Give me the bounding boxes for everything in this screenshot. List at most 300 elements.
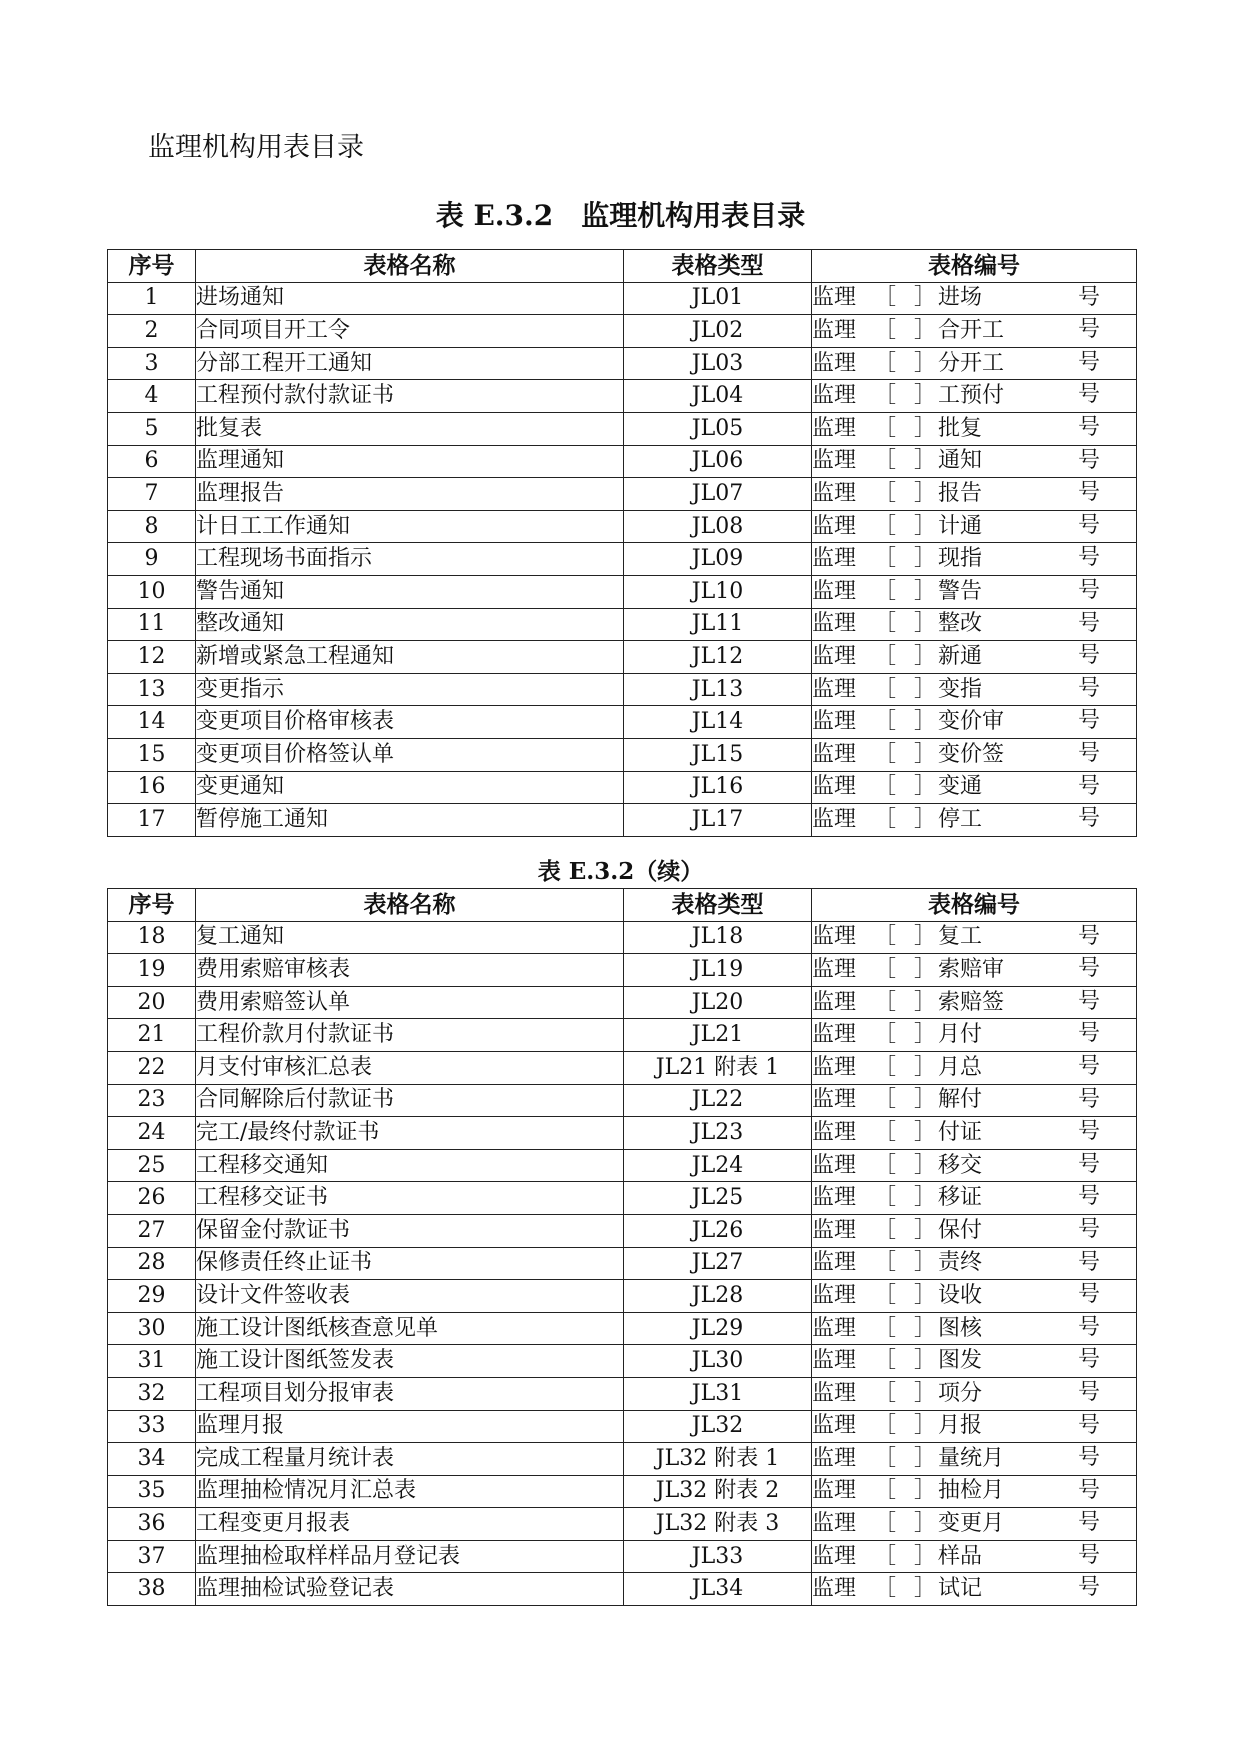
form-catalog-table-1	[107, 249, 1137, 837]
row-form-code	[812, 1345, 1137, 1378]
code-bracket-close: ］	[914, 1380, 937, 1406]
code-prefix: 监理	[812, 350, 857, 376]
code-prefix: 监理	[812, 1511, 857, 1537]
code-prefix: 监理	[812, 1445, 857, 1471]
row-seq: 19	[108, 954, 196, 987]
code-bracket-close: ］	[914, 546, 937, 572]
code-prefix: 监理	[812, 1185, 857, 1211]
row-form-type: JL31	[624, 1377, 812, 1410]
code-bracket-close: ］	[914, 1282, 937, 1308]
table-row	[108, 1345, 1137, 1378]
row-seq: 33	[108, 1410, 196, 1443]
code-bracket-close: ］	[914, 383, 937, 409]
header-seq: 序号	[108, 250, 196, 283]
code-bracket-open: ［	[874, 1022, 897, 1048]
row-seq: 26	[108, 1182, 196, 1215]
code-bracket-open: ［	[874, 989, 897, 1015]
code-bracket-close: ］	[914, 611, 937, 637]
code-bracket-open: ［	[874, 1380, 897, 1406]
table-row	[108, 986, 1137, 1019]
code-prefix: 监理	[812, 741, 857, 767]
code-prefix: 监理	[812, 415, 857, 441]
code-suffix: 号	[1077, 1086, 1100, 1112]
table-row	[108, 1117, 1137, 1150]
code-suffix: 号	[1077, 1282, 1100, 1308]
row-form-code	[812, 282, 1137, 315]
code-keyword: 报告	[938, 480, 983, 506]
code-bracket-close: ］	[914, 676, 937, 702]
row-form-code	[812, 412, 1137, 445]
code-suffix: 号	[1077, 1477, 1100, 1503]
code-suffix: 号	[1077, 806, 1100, 832]
code-prefix: 监理	[812, 1380, 857, 1406]
row-form-code	[812, 1182, 1137, 1215]
form-catalog-table-2	[107, 888, 1137, 1606]
header-name: 表格名称	[196, 889, 624, 922]
table-row	[108, 1019, 1137, 1052]
row-form-name: 月支付审核汇总表	[196, 1051, 624, 1084]
row-form-type: JL07	[624, 478, 812, 511]
code-prefix: 监理	[812, 1413, 857, 1439]
code-bracket-open: ［	[874, 285, 897, 311]
table-row	[108, 1084, 1137, 1117]
code-bracket-close: ］	[914, 1152, 937, 1178]
row-seq: 31	[108, 1345, 196, 1378]
table-row	[108, 1573, 1137, 1606]
code-bracket-open: ［	[874, 1445, 897, 1471]
row-form-name: 变更通知	[196, 771, 624, 804]
code-keyword: 设收	[938, 1282, 983, 1308]
code-bracket-open: ［	[874, 709, 897, 735]
row-seq: 22	[108, 1051, 196, 1084]
row-seq: 32	[108, 1377, 196, 1410]
code-keyword: 索赔审	[938, 956, 1005, 982]
row-form-type: JL19	[624, 954, 812, 987]
row-form-name: 费用索赔审核表	[196, 954, 624, 987]
row-form-name: 完成工程量月统计表	[196, 1443, 624, 1476]
row-form-code	[812, 1540, 1137, 1573]
row-seq: 1	[108, 282, 196, 315]
code-suffix: 号	[1077, 284, 1100, 310]
row-form-type: JL30	[624, 1345, 812, 1378]
row-form-name: 工程移交证书	[196, 1182, 624, 1215]
code-bracket-close: ］	[914, 989, 937, 1015]
code-bracket-open: ［	[874, 578, 897, 604]
code-keyword: 变指	[938, 676, 983, 702]
row-form-code	[812, 1280, 1137, 1313]
code-keyword: 责终	[938, 1250, 983, 1276]
code-bracket-open: ［	[874, 350, 897, 376]
row-form-name: 施工设计图纸核查意见单	[196, 1312, 624, 1345]
row-form-name: 批复表	[196, 412, 624, 445]
row-form-code	[812, 804, 1137, 837]
table-row	[108, 738, 1137, 771]
row-form-name: 计日工工作通知	[196, 510, 624, 543]
row-seq: 10	[108, 575, 196, 608]
row-form-code	[812, 1573, 1137, 1606]
row-form-code	[812, 478, 1137, 511]
code-bracket-close: ］	[914, 1445, 937, 1471]
code-keyword: 月报	[938, 1413, 983, 1439]
code-suffix: 号	[1077, 675, 1100, 701]
code-suffix: 号	[1077, 1151, 1100, 1177]
code-prefix: 监理	[812, 546, 857, 572]
code-keyword: 现指	[938, 546, 983, 572]
row-seq: 12	[108, 641, 196, 674]
row-form-type: JL05	[624, 412, 812, 445]
code-prefix: 监理	[812, 1250, 857, 1276]
table-row	[108, 315, 1137, 348]
code-bracket-close: ］	[914, 709, 937, 735]
row-form-code	[812, 1508, 1137, 1541]
table-row	[108, 706, 1137, 739]
row-form-type: JL21 附表 1	[624, 1051, 812, 1084]
code-keyword: 批复	[938, 415, 983, 441]
row-form-type: JL11	[624, 608, 812, 641]
code-suffix: 号	[1077, 610, 1100, 636]
code-suffix: 号	[1077, 1249, 1100, 1275]
code-bracket-close: ］	[914, 1054, 937, 1080]
row-form-name: 工程变更月报表	[196, 1508, 624, 1541]
row-form-code	[812, 1117, 1137, 1150]
code-keyword: 合开工	[938, 317, 1005, 343]
row-form-type: JL23	[624, 1117, 812, 1150]
code-bracket-open: ［	[874, 643, 897, 669]
row-form-name: 工程现场书面指示	[196, 543, 624, 576]
table-row	[108, 1280, 1137, 1313]
row-form-code	[812, 921, 1137, 954]
code-keyword: 抽检月	[938, 1478, 1005, 1504]
code-bracket-open: ［	[874, 924, 897, 950]
row-form-type: JL04	[624, 380, 812, 413]
row-form-type: JL15	[624, 738, 812, 771]
table-row	[108, 478, 1137, 511]
code-prefix: 监理	[812, 1022, 857, 1048]
table-row	[108, 641, 1137, 674]
row-form-type: JL10	[624, 575, 812, 608]
row-form-code	[812, 1312, 1137, 1345]
page-heading: 监理机构用表目录	[148, 132, 364, 163]
code-keyword: 进场	[938, 285, 983, 311]
table-row	[108, 804, 1137, 837]
code-keyword: 新通	[938, 643, 983, 669]
code-keyword: 项分	[938, 1380, 983, 1406]
code-bracket-open: ［	[874, 741, 897, 767]
row-form-type: JL14	[624, 706, 812, 739]
row-form-name: 保留金付款证书	[196, 1214, 624, 1247]
code-keyword: 移交	[938, 1152, 983, 1178]
code-bracket-close: ］	[914, 480, 937, 506]
row-form-type: JL06	[624, 445, 812, 478]
code-keyword: 月总	[938, 1054, 983, 1080]
code-suffix: 号	[1077, 708, 1100, 734]
row-form-name: 警告通知	[196, 575, 624, 608]
code-suffix: 号	[1077, 447, 1100, 473]
code-bracket-open: ［	[874, 1054, 897, 1080]
table2-title: 表 E.3.2（续）	[537, 858, 704, 885]
row-seq: 5	[108, 412, 196, 445]
code-keyword: 整改	[938, 611, 983, 637]
row-form-code	[812, 1149, 1137, 1182]
row-form-type: JL02	[624, 315, 812, 348]
code-prefix: 监理	[812, 1348, 857, 1374]
code-suffix: 号	[1077, 480, 1100, 506]
row-form-code	[812, 347, 1137, 380]
code-suffix: 号	[1077, 988, 1100, 1014]
code-prefix: 监理	[812, 611, 857, 637]
code-bracket-close: ］	[914, 578, 937, 604]
row-seq: 7	[108, 478, 196, 511]
code-bracket-open: ［	[874, 546, 897, 572]
row-seq: 38	[108, 1573, 196, 1606]
code-keyword: 工预付	[938, 383, 1005, 409]
row-seq: 37	[108, 1540, 196, 1573]
row-form-code	[812, 510, 1137, 543]
row-seq: 11	[108, 608, 196, 641]
code-keyword: 月付	[938, 1022, 983, 1048]
row-form-code	[812, 1377, 1137, 1410]
row-form-name: 变更项目价格签认单	[196, 738, 624, 771]
row-form-name: 监理月报	[196, 1410, 624, 1443]
code-suffix: 号	[1077, 773, 1100, 799]
table-header-row	[108, 250, 1137, 283]
code-bracket-open: ［	[874, 1348, 897, 1374]
code-bracket-close: ］	[914, 1087, 937, 1113]
row-seq: 23	[108, 1084, 196, 1117]
code-suffix: 号	[1077, 349, 1100, 375]
row-form-code	[812, 1443, 1137, 1476]
code-bracket-open: ［	[874, 806, 897, 832]
code-bracket-close: ］	[914, 1250, 937, 1276]
code-bracket-open: ［	[874, 611, 897, 637]
row-form-name: 暂停施工通知	[196, 804, 624, 837]
code-suffix: 号	[1077, 740, 1100, 766]
row-form-type: JL32 附表 1	[624, 1443, 812, 1476]
code-suffix: 号	[1077, 643, 1100, 669]
code-bracket-open: ［	[874, 1250, 897, 1276]
row-seq: 24	[108, 1117, 196, 1150]
row-form-type: JL17	[624, 804, 812, 837]
row-form-code	[812, 706, 1137, 739]
row-form-code	[812, 641, 1137, 674]
code-suffix: 号	[1077, 923, 1100, 949]
row-seq: 8	[108, 510, 196, 543]
row-seq: 27	[108, 1214, 196, 1247]
table-row	[108, 1312, 1137, 1345]
row-form-name: 工程移交通知	[196, 1149, 624, 1182]
code-bracket-close: ］	[914, 924, 937, 950]
row-seq: 6	[108, 445, 196, 478]
code-suffix: 号	[1077, 577, 1100, 603]
row-seq: 36	[108, 1508, 196, 1541]
row-seq: 16	[108, 771, 196, 804]
code-keyword: 付证	[938, 1119, 983, 1145]
row-form-code	[812, 1247, 1137, 1280]
row-form-name: 设计文件签收表	[196, 1280, 624, 1313]
code-keyword: 警告	[938, 578, 983, 604]
code-prefix: 监理	[812, 1543, 857, 1569]
table-row	[108, 1377, 1137, 1410]
table-row	[108, 412, 1137, 445]
row-form-name: 合同解除后付款证书	[196, 1084, 624, 1117]
code-suffix: 号	[1077, 1021, 1100, 1047]
table-row	[108, 1443, 1137, 1476]
row-seq: 34	[108, 1443, 196, 1476]
row-form-type: JL09	[624, 543, 812, 576]
row-form-code	[812, 986, 1137, 1019]
code-bracket-close: ］	[914, 774, 937, 800]
row-form-code	[812, 738, 1137, 771]
code-suffix: 号	[1077, 1379, 1100, 1405]
table-row	[108, 954, 1137, 987]
header-seq: 序号	[108, 889, 196, 922]
row-form-code	[812, 1019, 1137, 1052]
code-bracket-open: ［	[874, 415, 897, 441]
code-prefix: 监理	[812, 285, 857, 311]
row-form-code	[812, 1410, 1137, 1443]
table-row	[108, 1051, 1137, 1084]
table-row	[108, 543, 1137, 576]
code-bracket-open: ［	[874, 1152, 897, 1178]
code-prefix: 监理	[812, 643, 857, 669]
code-keyword: 图发	[938, 1348, 983, 1374]
code-suffix: 号	[1077, 1216, 1100, 1242]
code-bracket-open: ［	[874, 513, 897, 539]
code-suffix: 号	[1077, 1445, 1100, 1471]
code-suffix: 号	[1077, 1542, 1100, 1568]
table-row	[108, 445, 1137, 478]
code-suffix: 号	[1077, 1347, 1100, 1373]
code-prefix: 监理	[812, 806, 857, 832]
code-suffix: 号	[1077, 414, 1100, 440]
row-form-code	[812, 1475, 1137, 1508]
code-keyword: 样品	[938, 1543, 983, 1569]
code-prefix: 监理	[812, 676, 857, 702]
table-header-row	[108, 889, 1137, 922]
code-bracket-open: ［	[874, 1413, 897, 1439]
code-suffix: 号	[1077, 1119, 1100, 1145]
code-bracket-close: ］	[914, 415, 937, 441]
code-bracket-open: ［	[874, 1119, 897, 1145]
row-form-name: 完工/最终付款证书	[196, 1117, 624, 1150]
table-row	[108, 510, 1137, 543]
row-seq: 21	[108, 1019, 196, 1052]
table-row	[108, 282, 1137, 315]
code-keyword: 变价审	[938, 709, 1005, 735]
code-suffix: 号	[1077, 317, 1100, 343]
row-seq: 15	[108, 738, 196, 771]
code-keyword: 图核	[938, 1315, 983, 1341]
table-row	[108, 921, 1137, 954]
row-form-name: 变更项目价格审核表	[196, 706, 624, 739]
code-keyword: 移证	[938, 1185, 983, 1211]
code-prefix: 监理	[812, 1087, 857, 1113]
code-suffix: 号	[1077, 1184, 1100, 1210]
row-form-code	[812, 771, 1137, 804]
code-bracket-open: ［	[874, 1185, 897, 1211]
row-form-name: 监理通知	[196, 445, 624, 478]
row-form-name: 监理报告	[196, 478, 624, 511]
code-bracket-open: ［	[874, 1315, 897, 1341]
header-type: 表格类型	[624, 250, 812, 283]
code-bracket-open: ［	[874, 1282, 897, 1308]
code-bracket-open: ［	[874, 1576, 897, 1602]
code-prefix: 监理	[812, 513, 857, 539]
row-form-code	[812, 445, 1137, 478]
row-seq: 17	[108, 804, 196, 837]
code-bracket-close: ］	[914, 317, 937, 343]
row-form-type: JL20	[624, 986, 812, 1019]
row-form-code	[812, 575, 1137, 608]
code-bracket-close: ］	[914, 1413, 937, 1439]
table-row	[108, 673, 1137, 706]
code-bracket-close: ］	[914, 956, 937, 982]
table-row	[108, 1410, 1137, 1443]
code-suffix: 号	[1077, 1314, 1100, 1340]
code-prefix: 监理	[812, 578, 857, 604]
table-row	[108, 608, 1137, 641]
row-form-name: 工程预付款付款证书	[196, 380, 624, 413]
code-prefix: 监理	[812, 1576, 857, 1602]
code-bracket-close: ］	[914, 1119, 937, 1145]
row-seq: 35	[108, 1475, 196, 1508]
row-form-code	[812, 1051, 1137, 1084]
code-prefix: 监理	[812, 774, 857, 800]
table-row	[108, 380, 1137, 413]
row-form-name: 整改通知	[196, 608, 624, 641]
table-row	[108, 1540, 1137, 1573]
code-bracket-close: ］	[914, 285, 937, 311]
code-bracket-close: ］	[914, 1315, 937, 1341]
row-form-type: JL28	[624, 1280, 812, 1313]
row-form-name: 工程价款月付款证书	[196, 1019, 624, 1052]
row-form-type: JL29	[624, 1312, 812, 1345]
code-bracket-close: ］	[914, 741, 937, 767]
table-row	[108, 575, 1137, 608]
row-form-name: 监理抽检试验登记表	[196, 1573, 624, 1606]
row-form-code	[812, 543, 1137, 576]
code-suffix: 号	[1077, 382, 1100, 408]
code-bracket-open: ［	[874, 1511, 897, 1537]
row-form-code	[812, 673, 1137, 706]
code-bracket-open: ［	[874, 1087, 897, 1113]
code-bracket-open: ［	[874, 1217, 897, 1243]
code-prefix: 监理	[812, 1152, 857, 1178]
table-row	[108, 347, 1137, 380]
code-prefix: 监理	[812, 1217, 857, 1243]
row-form-type: JL32 附表 2	[624, 1475, 812, 1508]
row-form-name: 监理抽检取样样品月登记表	[196, 1540, 624, 1573]
code-bracket-open: ［	[874, 480, 897, 506]
code-bracket-close: ］	[914, 1543, 937, 1569]
table1-title: 表 E.3.2 监理机构用表目录	[435, 199, 806, 232]
code-prefix: 监理	[812, 1119, 857, 1145]
table-row	[108, 1182, 1137, 1215]
code-prefix: 监理	[812, 709, 857, 735]
code-bracket-close: ］	[914, 1217, 937, 1243]
header-type: 表格类型	[624, 889, 812, 922]
header-code: 表格编号	[812, 889, 1137, 922]
code-bracket-close: ］	[914, 1022, 937, 1048]
code-suffix: 号	[1077, 545, 1100, 571]
table-row	[108, 1247, 1137, 1280]
code-prefix: 监理	[812, 1282, 857, 1308]
code-prefix: 监理	[812, 1478, 857, 1504]
code-bracket-open: ［	[874, 774, 897, 800]
row-form-type: JL27	[624, 1247, 812, 1280]
row-seq: 20	[108, 986, 196, 1019]
row-form-type: JL13	[624, 673, 812, 706]
